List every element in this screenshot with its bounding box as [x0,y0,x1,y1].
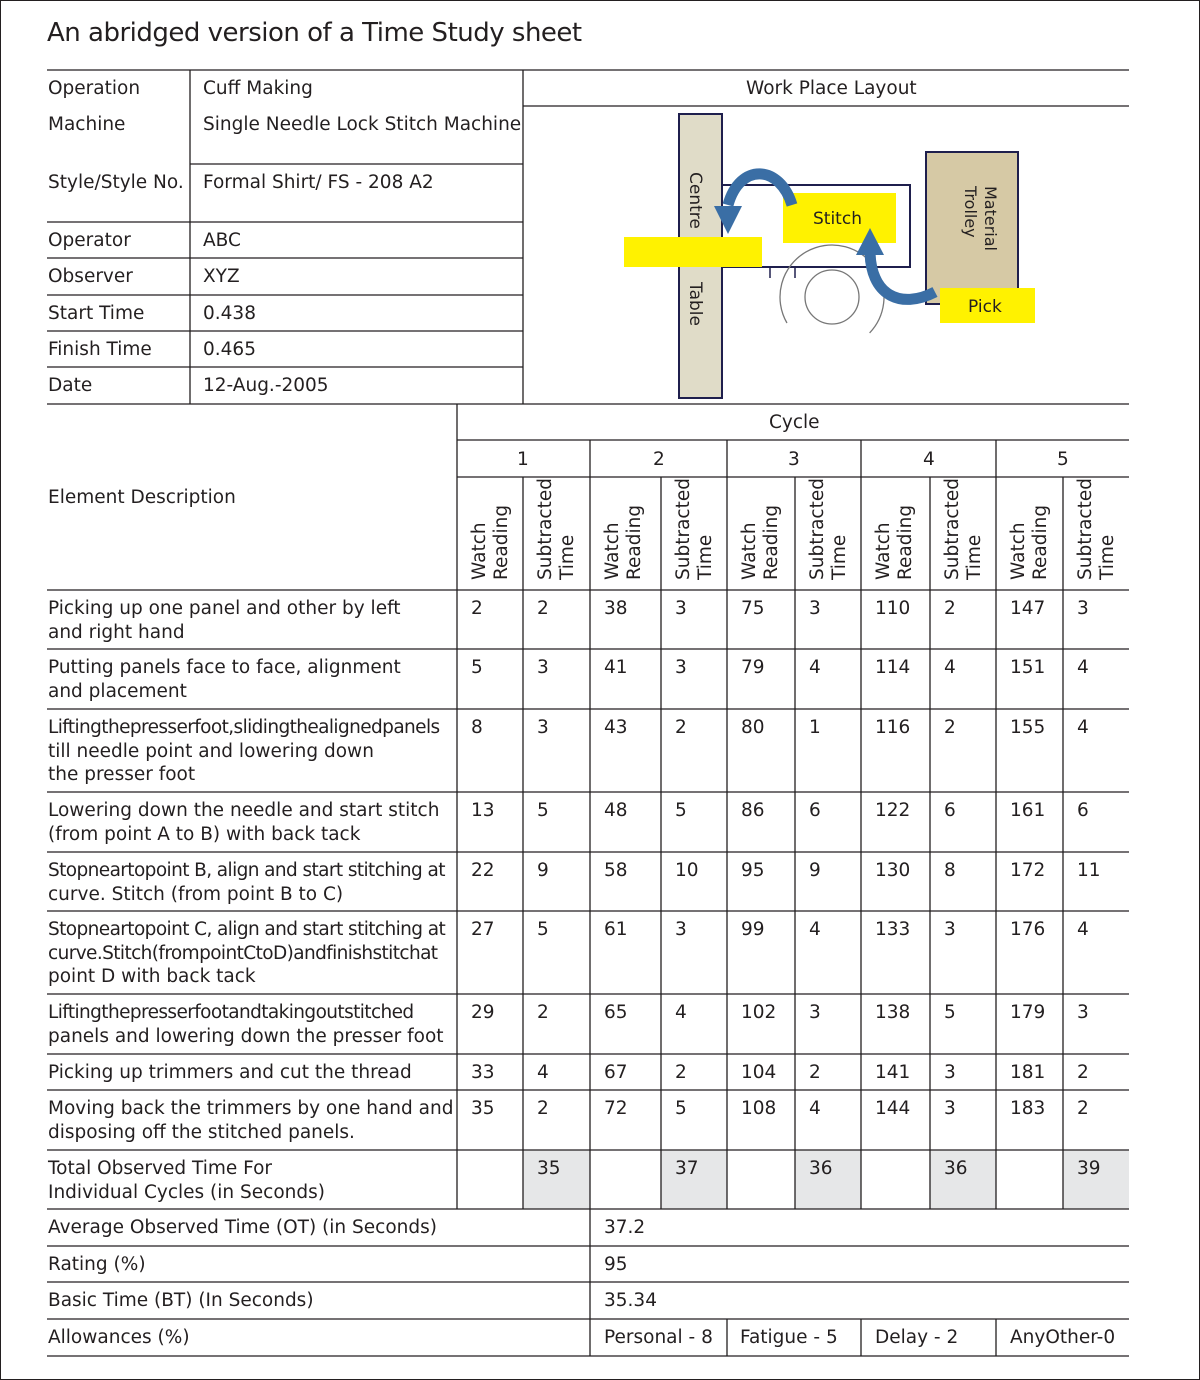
cycle-number-2: 2 [653,449,665,470]
observer-label: Observer [48,266,133,287]
start-time-label: Start Time [48,303,145,324]
total-observed-label: Individual Cycles (in Seconds) [48,1181,325,1203]
watch-reading-cell: 108 [741,1098,777,1119]
element-description-line: and right hand [48,621,185,643]
watch-reading-cell: 38 [604,598,628,619]
machine-label: Machine [48,114,126,135]
total-observed-value: 39 [1077,1158,1101,1179]
watch-reading-cell: 155 [1010,717,1046,738]
watch-reading-cell: 130 [875,860,911,881]
subtracted-time-cell: 9 [809,860,821,881]
operator-stool-inner [805,270,859,324]
finish-time-value: 0.465 [203,339,256,360]
watch-reading-cell: 172 [1010,860,1046,881]
subtracted-time-header: Subtracted Time [673,478,716,580]
date-value: 12-Aug.-2005 [203,375,329,396]
watch-reading-cell: 80 [741,717,765,738]
watch-reading-cell: 102 [741,1002,777,1023]
subtracted-time-cell: 6 [1077,800,1089,821]
subtracted-time-cell: 3 [675,657,687,678]
cycle-number-4: 4 [923,449,935,470]
total-observed-label: Total Observed Time For [48,1158,273,1179]
element-description-line: Liftingthepresserfoot,slidingthealignedpanels [48,717,440,738]
element-description-line: curve. Stitch (from point B to C) [48,883,344,905]
operator-label: Operator [48,230,131,251]
subtracted-time-header: Subtracted Time [1075,478,1118,580]
watch-reading-cell: 41 [604,657,628,678]
subtracted-time-cell: 2 [1077,1098,1089,1119]
subtracted-time-cell: 2 [537,1098,549,1119]
subtracted-time-cell: 4 [675,1002,687,1023]
watch-reading-cell: 79 [741,657,765,678]
subtracted-time-cell: 6 [809,800,821,821]
subtracted-time-cell: 5 [537,919,549,940]
subtracted-time-cell: 2 [1077,1062,1089,1083]
element-description-line: the presser foot [48,764,196,785]
operator-value: ABC [203,230,241,251]
element-description-line: disposing off the stitched panels. [48,1121,355,1143]
watch-reading-cell: 122 [875,800,911,821]
watch-reading-cell: 27 [471,919,495,940]
subtracted-time-header: Subtracted Time [807,478,850,580]
watch-reading-header: Watch Reading [469,504,512,580]
subtracted-time-cell: 3 [944,1062,956,1083]
element-description-line: till needle point and lowering down [48,740,374,762]
allowances-label: Allowances (%) [48,1327,190,1348]
subtracted-time-cell: 11 [1077,860,1101,881]
allowance-other: AnyOther-0 [1010,1327,1116,1348]
subtracted-time-cell: 3 [944,919,956,940]
watch-reading-cell: 58 [604,860,628,881]
subtracted-time-cell: 2 [944,717,956,738]
subtracted-time-cell: 3 [809,598,821,619]
watch-reading-cell: 179 [1010,1002,1046,1023]
watch-reading-header: Watch Reading [873,504,916,580]
element-description-line: Picking up trimmers and cut the thread [48,1062,412,1083]
subtracted-time-cell: 4 [809,1098,821,1119]
watch-reading-cell: 22 [471,860,495,881]
finish-time-label: Finish Time [48,339,152,360]
element-description-line: and placement [48,680,187,702]
element-description-line: (from point A to B) with back tack [48,823,361,845]
watch-reading-cell: 144 [875,1098,911,1119]
watch-reading-cell: 104 [741,1062,777,1083]
watch-reading-cell: 29 [471,1002,495,1023]
total-observed-value: 37 [675,1158,699,1179]
subtracted-time-cell: 4 [809,657,821,678]
operation-label: Operation [48,78,141,99]
watch-reading-cell: 99 [741,919,765,940]
cycle-number-5: 5 [1057,449,1069,470]
rating-label: Rating (%) [48,1254,146,1275]
watch-reading-cell: 72 [604,1098,628,1119]
subtracted-time-cell: 3 [675,919,687,940]
element-description-line: Liftingthepresserfootandtakingoutstitched [48,1002,414,1023]
subtracted-time-cell: 9 [537,860,549,881]
basic-time-value: 35.34 [604,1290,657,1311]
watch-reading-cell: 95 [741,860,765,881]
cycle-number-1: 1 [517,449,529,470]
average-label: Average Observed Time (OT) (in Seconds) [48,1217,437,1238]
allowance-delay: Delay - 2 [875,1327,959,1348]
watch-reading-cell: 133 [875,919,911,940]
element-description-line: Picking up one panel and other by left [48,598,401,619]
subtracted-time-cell: 4 [537,1062,549,1083]
watch-reading-cell: 141 [875,1062,911,1083]
watch-reading-cell: 2 [471,598,483,619]
average-value: 37.2 [604,1217,646,1238]
watch-reading-cell: 116 [875,717,911,738]
watch-reading-cell: 151 [1010,657,1046,678]
observer-value: XYZ [203,266,240,287]
watch-reading-cell: 33 [471,1062,495,1083]
table-text: Table [685,282,705,326]
allowance-fatigue: Fatigue - 5 [740,1327,838,1348]
watch-reading-cell: 67 [604,1062,628,1083]
watch-reading-cell: 48 [604,800,628,821]
element-description-line: panels and lowering down the presser foot [48,1025,444,1047]
subtracted-time-cell: 10 [675,860,699,881]
watch-reading-cell: 183 [1010,1098,1046,1119]
start-time-value: 0.438 [203,303,256,324]
subtracted-time-cell: 3 [944,1098,956,1119]
style-value: Formal Shirt/ FS - 208 A2 [203,172,434,193]
subtracted-time-cell: 3 [1077,1002,1089,1023]
watch-reading-cell: 8 [471,717,483,738]
watch-reading-cell: 35 [471,1098,495,1119]
watch-reading-cell: 138 [875,1002,911,1023]
watch-reading-cell: 75 [741,598,765,619]
subtracted-time-cell: 8 [944,860,956,881]
subtracted-time-cell: 1 [809,717,821,738]
subtracted-time-cell: 4 [1077,717,1089,738]
total-observed-value: 36 [809,1158,833,1179]
element-description-line: Stopneartopoint C, align and start stitching at [48,919,446,940]
watch-reading-header: Watch Reading [602,504,645,580]
total-observed-value: 36 [944,1158,968,1179]
subtracted-time-cell: 5 [675,1098,687,1119]
element-description-line: point D with back tack [48,966,256,987]
page-title: An abridged version of a Time Study sheet [47,18,582,48]
subtracted-time-cell: 2 [537,1002,549,1023]
pick-text: Pick [968,297,1002,317]
watch-reading-cell: 61 [604,919,628,940]
centre-text: Centre [685,172,705,229]
work-place-layout-title: Work Place Layout [746,78,917,99]
watch-reading-cell: 176 [1010,919,1046,940]
watch-reading-cell: 110 [875,598,911,619]
rating-value: 95 [604,1254,628,1275]
subtracted-time-cell: 3 [675,598,687,619]
subtracted-time-cell: 3 [1077,598,1089,619]
subtracted-time-cell: 4 [809,919,821,940]
workplace-layout-diagram [600,110,1050,402]
watch-reading-cell: 147 [1010,598,1046,619]
style-label: Style/Style No. [48,172,184,193]
watch-reading-cell: 114 [875,657,911,678]
subtracted-time-cell: 3 [809,1002,821,1023]
subtracted-time-cell: 2 [675,717,687,738]
stitch-text: Stitch [813,209,862,229]
element-description-line: curve.Stitch(frompointCtoD)andfinishstitchat [48,942,438,964]
subtracted-time-cell: 3 [537,717,549,738]
total-observed-value: 35 [537,1158,561,1179]
trolley-text: MaterialTrolley [961,186,1000,251]
subtracted-time-cell: 5 [675,800,687,821]
element-description-line: Putting panels face to face, alignment [48,657,401,678]
cycle-number-3: 3 [788,449,800,470]
subtracted-time-cell: 2 [675,1062,687,1083]
subtracted-time-cell: 2 [809,1062,821,1083]
element-description-line: Lowering down the needle and start stitch [48,800,440,821]
element-description-line: Moving back the trimmers by one hand and [48,1098,454,1119]
subtracted-time-cell: 2 [944,598,956,619]
element-description-header: Element Description [48,487,236,508]
watch-reading-cell: 43 [604,717,628,738]
watch-reading-header: Watch Reading [739,504,782,580]
subtracted-time-cell: 5 [537,800,549,821]
subtracted-time-cell: 5 [944,1002,956,1023]
centre-highlight [624,237,762,267]
subtracted-time-cell: 2 [537,598,549,619]
subtracted-time-cell: 3 [537,657,549,678]
watch-reading-cell: 13 [471,800,495,821]
subtracted-time-cell: 4 [1077,657,1089,678]
allowance-personal: Personal - 8 [604,1327,713,1348]
cycle-header: Cycle [769,412,820,433]
subtracted-time-cell: 4 [1077,919,1089,940]
watch-reading-cell: 65 [604,1002,628,1023]
watch-reading-cell: 161 [1010,800,1046,821]
subtracted-time-header: Subtracted Time [535,478,578,580]
watch-reading-header: Watch Reading [1008,504,1051,580]
element-description-line: Stopneartopoint B, align and start stitching at [48,860,445,881]
machine-value: Single Needle Lock Stitch Machine [203,114,522,135]
date-label: Date [48,375,93,396]
watch-reading-cell: 86 [741,800,765,821]
subtracted-time-cell: 4 [944,657,956,678]
subtracted-time-cell: 6 [944,800,956,821]
subtracted-time-header: Subtracted Time [942,478,985,580]
watch-reading-cell: 181 [1010,1062,1046,1083]
watch-reading-cell: 5 [471,657,483,678]
operation-value: Cuff Making [203,78,313,99]
basic-time-label: Basic Time (BT) (In Seconds) [48,1290,314,1311]
